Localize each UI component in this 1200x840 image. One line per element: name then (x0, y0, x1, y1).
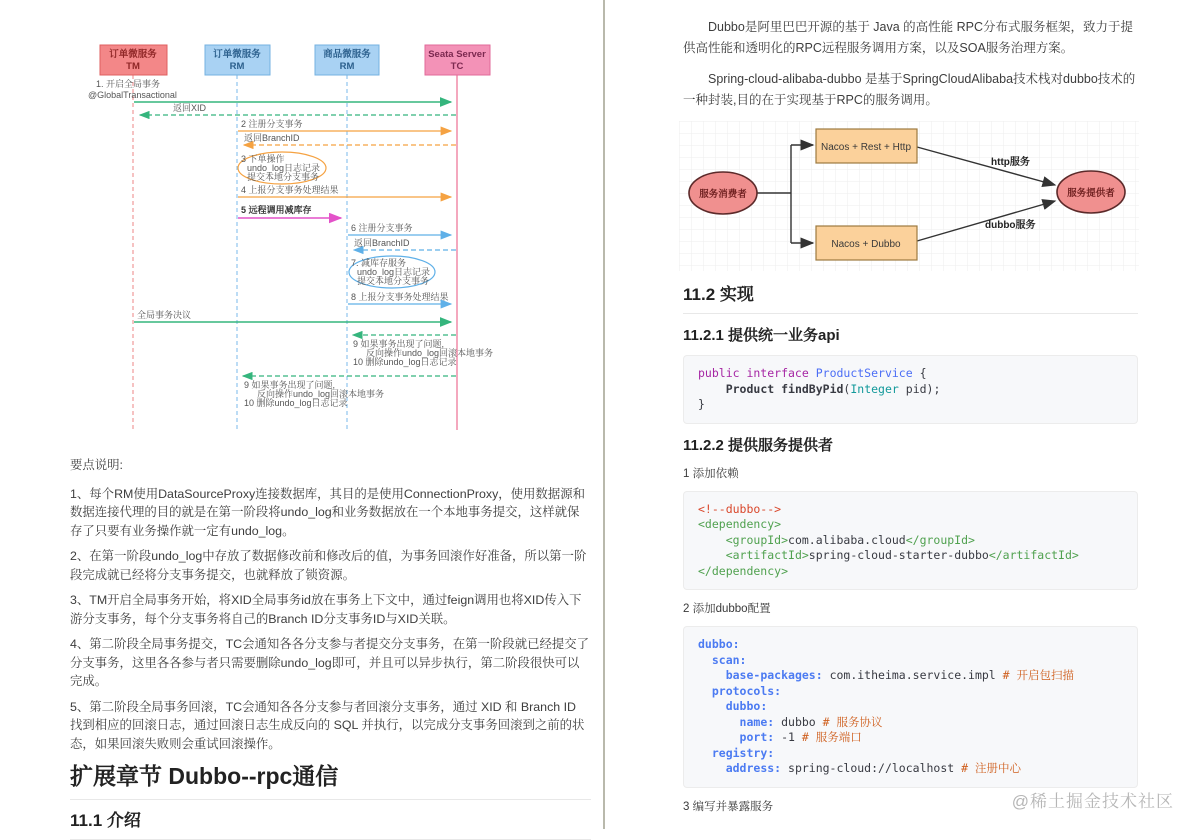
seq-actor-order-rm (205, 45, 270, 75)
section-11-2-1-heading: 11.2.1 提供统一业务api (683, 327, 840, 344)
svg-text:10 删除undo_log日志记录: 10 删除undo_log日志记录 (353, 357, 457, 367)
svg-text:服务消费者: 服务消费者 (699, 189, 747, 200)
svg-text:Nacos + Rest + Http: Nacos + Rest + Http (820, 142, 912, 153)
svg-text:undo_log日志记录: undo_log日志记录 (247, 163, 321, 173)
svg-text:9 如果事务出现了问题,: 9 如果事务出现了问题, (244, 380, 336, 390)
svg-text:TC: TC (450, 61, 464, 72)
seq-msg-return-xid (140, 103, 456, 115)
seq-msg-global-resolution (134, 309, 451, 322)
svg-text:undo_log日志记录: undo_log日志记录 (357, 267, 431, 277)
key-point-4: 4、第二阶段全局事务提交，TC会通知各各分支参与者提交分支事务，在第一阶段就已经提交了分支事务，这里各各参与者只需要删除undo_log即可，并且可以异步执行，第二阶段很快可以完成。 (70, 637, 590, 688)
svg-text:订单微服务: 订单微服务 (213, 49, 261, 60)
step-add-dubbo-config: 2 添加dubbo配置 (683, 603, 771, 615)
svg-text:RM: RM (339, 61, 355, 72)
svg-text:服务提供者: 服务提供者 (1067, 188, 1115, 199)
seq-msg-rollback-product-rm (353, 335, 493, 367)
seata-sequence-diagram (60, 35, 540, 435)
seq-msg-begin-global-tx (88, 78, 451, 102)
svg-text:提交本地分支事务: 提交本地分支事务 (247, 172, 320, 182)
yaml-dubbo-config-code: dubbo: scan: base-packages: com.itheima.service.impl # 开启包扫描 protocols: dubbo: name: dubbo # 服务协议 port: -1 # 服务端口 registry: address: spring-cloud://localhost # 注册中心 (683, 626, 1138, 788)
seq-selfloop-order-local-tx (238, 152, 326, 184)
seq-msg-report-result-1 (238, 184, 451, 197)
step-add-dependency: 1 添加依赖 (683, 467, 739, 480)
page-left (0, 0, 603, 829)
svg-text:返回XID: 返回XID (173, 103, 207, 113)
flow-node-nacos-rest-http (816, 129, 917, 163)
svg-text:Seata Server: Seata Server (428, 49, 486, 60)
svg-text:反向操作undo_log回滚本地事务: 反向操作undo_log回滚本地事务 (257, 389, 385, 399)
svg-text:1. 开启全局事务: 1. 开启全局事务 (96, 79, 161, 89)
svg-text:RM: RM (229, 61, 245, 72)
seq-msg-rollback-order-rm (243, 376, 456, 408)
seq-msg-return-branchid-1 (244, 133, 456, 145)
svg-text:全局事务决议: 全局事务决议 (137, 310, 192, 320)
section-11-1-heading: 11.1 介绍 (70, 811, 591, 840)
flow-node-provider (1057, 171, 1125, 213)
seq-actor-seata-tc (425, 45, 490, 75)
key-point-2: 2、在第一阶段undo_log中存放了数据修改前和修改后的值，为事务回滚作好准备，所以第一阶段完成就已经将分支事务提交，也就释放了锁资源。 (70, 549, 587, 582)
seq-msg-return-branchid-2 (354, 238, 456, 250)
page-right (605, 0, 1200, 829)
dubbo-flow-diagram (679, 121, 1138, 271)
section-11-2-heading: 11.2 实现 (683, 285, 1138, 314)
site-watermark: @稀土掘金技术社区 (1011, 792, 1174, 811)
dubbo-intro-paragraph: Dubbo是阿里巴巴开源的基于 Java 的高性能 RPC分布式服务框架，致力于提供高性能和透明化的RPC远程服务调用方案，以及SOA服务治理方案。 (683, 20, 1134, 55)
svg-text:5 远程调用减库存: 5 远程调用减库存 (241, 205, 312, 215)
flow-edge-label-http: http服务 (991, 157, 1030, 168)
seq-actor-order-tm (100, 45, 167, 75)
svg-text:返回BranchID: 返回BranchID (244, 133, 300, 143)
svg-text:订单微服务: 订单微服务 (109, 49, 157, 60)
svg-text:3 下单操作: 3 下单操作 (241, 154, 285, 164)
step-expose-service: 3 编写并暴露服务 (683, 800, 774, 813)
seq-msg-remote-call (238, 204, 341, 218)
svg-text:Nacos + Dubbo: Nacos + Dubbo (831, 239, 901, 250)
flow-node-consumer (689, 172, 757, 214)
svg-text:9 如果事务出现了问题,: 9 如果事务出现了问题, (353, 339, 445, 349)
seq-selfloop-stock-local-tx (349, 256, 435, 288)
key-point-3: 3、TM开启全局事务开始，将XID全局事务id放在事务上下文中，通过feign调用也将XID传入下游分支事务，每个分支事务将自己的Branch ID分支事务ID与XID关联。 (70, 593, 582, 626)
svg-text:7. 减库存服务: 7. 减库存服务 (351, 258, 407, 268)
svg-text:返回BranchID: 返回BranchID (354, 238, 410, 248)
flow-edge-label-dubbo: dubbo服务 (985, 220, 1036, 231)
svg-text:商品微服务: 商品微服务 (323, 49, 371, 60)
svg-text:6 注册分支事务: 6 注册分支事务 (351, 223, 413, 233)
key-points-title: 要点说明: (70, 458, 124, 472)
xml-dependency-code: <!--dubbo--> <dependency> <groupId>com.alibaba.cloud</groupId> <artifactId>spring-cloud-starter-dubbo</artifactId> </dependency> (683, 491, 1138, 591)
seq-msg-register-branch-2 (348, 222, 451, 235)
spring-cloud-dubbo-paragraph: Spring-cloud-alibaba-dubbo 是基于SpringCloudAlibaba技术栈对dubbo技术的一种封装,目的在于实现基于RPC的服务调用。 (683, 72, 1136, 107)
seq-msg-register-branch-1 (238, 118, 451, 131)
seq-actor-product-rm (315, 45, 379, 75)
key-point-5: 5、第二阶段全局事务回滚，TC会通知各各分支参与者回滚分支事务，通过 XID 和 Branch ID 找到相应的回滚日志，通过回滚日志生成反向的 SQL 并执行，以完成分支事务回滚到之前的状态，如果回滚失败则会重试回滚操作。 (70, 699, 585, 751)
section-11-2-2-heading: 11.2.2 提供服务提供者 (683, 436, 834, 454)
svg-text:@GlobalTransactional: @GlobalTransactional (88, 90, 177, 100)
flow-node-nacos-dubbo (816, 226, 917, 260)
seq-msg-report-result-2 (348, 291, 451, 304)
svg-text:10 删除undo_log日志记录: 10 删除undo_log日志记录 (244, 398, 348, 408)
svg-text:4 上报分支事务处理结果: 4 上报分支事务处理结果 (241, 185, 339, 195)
svg-text:8 上报分支事务处理结果: 8 上报分支事务处理结果 (351, 292, 449, 302)
chapter-title: 扩展章节 Dubbo--rpc通信 (70, 763, 591, 800)
svg-text:TM: TM (126, 61, 140, 72)
svg-text:反向操作undo_log回滚本地事务: 反向操作undo_log回滚本地事务 (366, 348, 494, 358)
key-points-section (70, 456, 591, 840)
svg-text:提交本地分支事务: 提交本地分支事务 (357, 276, 430, 286)
key-point-1: 1、每个RM使用DataSourceProxy连接数据库，其目的是使用ConnectionProxy，使用数据源和数据连接代理的目的就是在第一阶段将undo_log和业务数据放在一个本地事务提交，这样就保存了只要有业务操作就一定有undo_log。 (70, 486, 585, 538)
java-productservice-code: public interface ProductService { Product findByPid(Integer pid); } (683, 355, 1138, 424)
svg-text:2 注册分支事务: 2 注册分支事务 (241, 119, 303, 129)
